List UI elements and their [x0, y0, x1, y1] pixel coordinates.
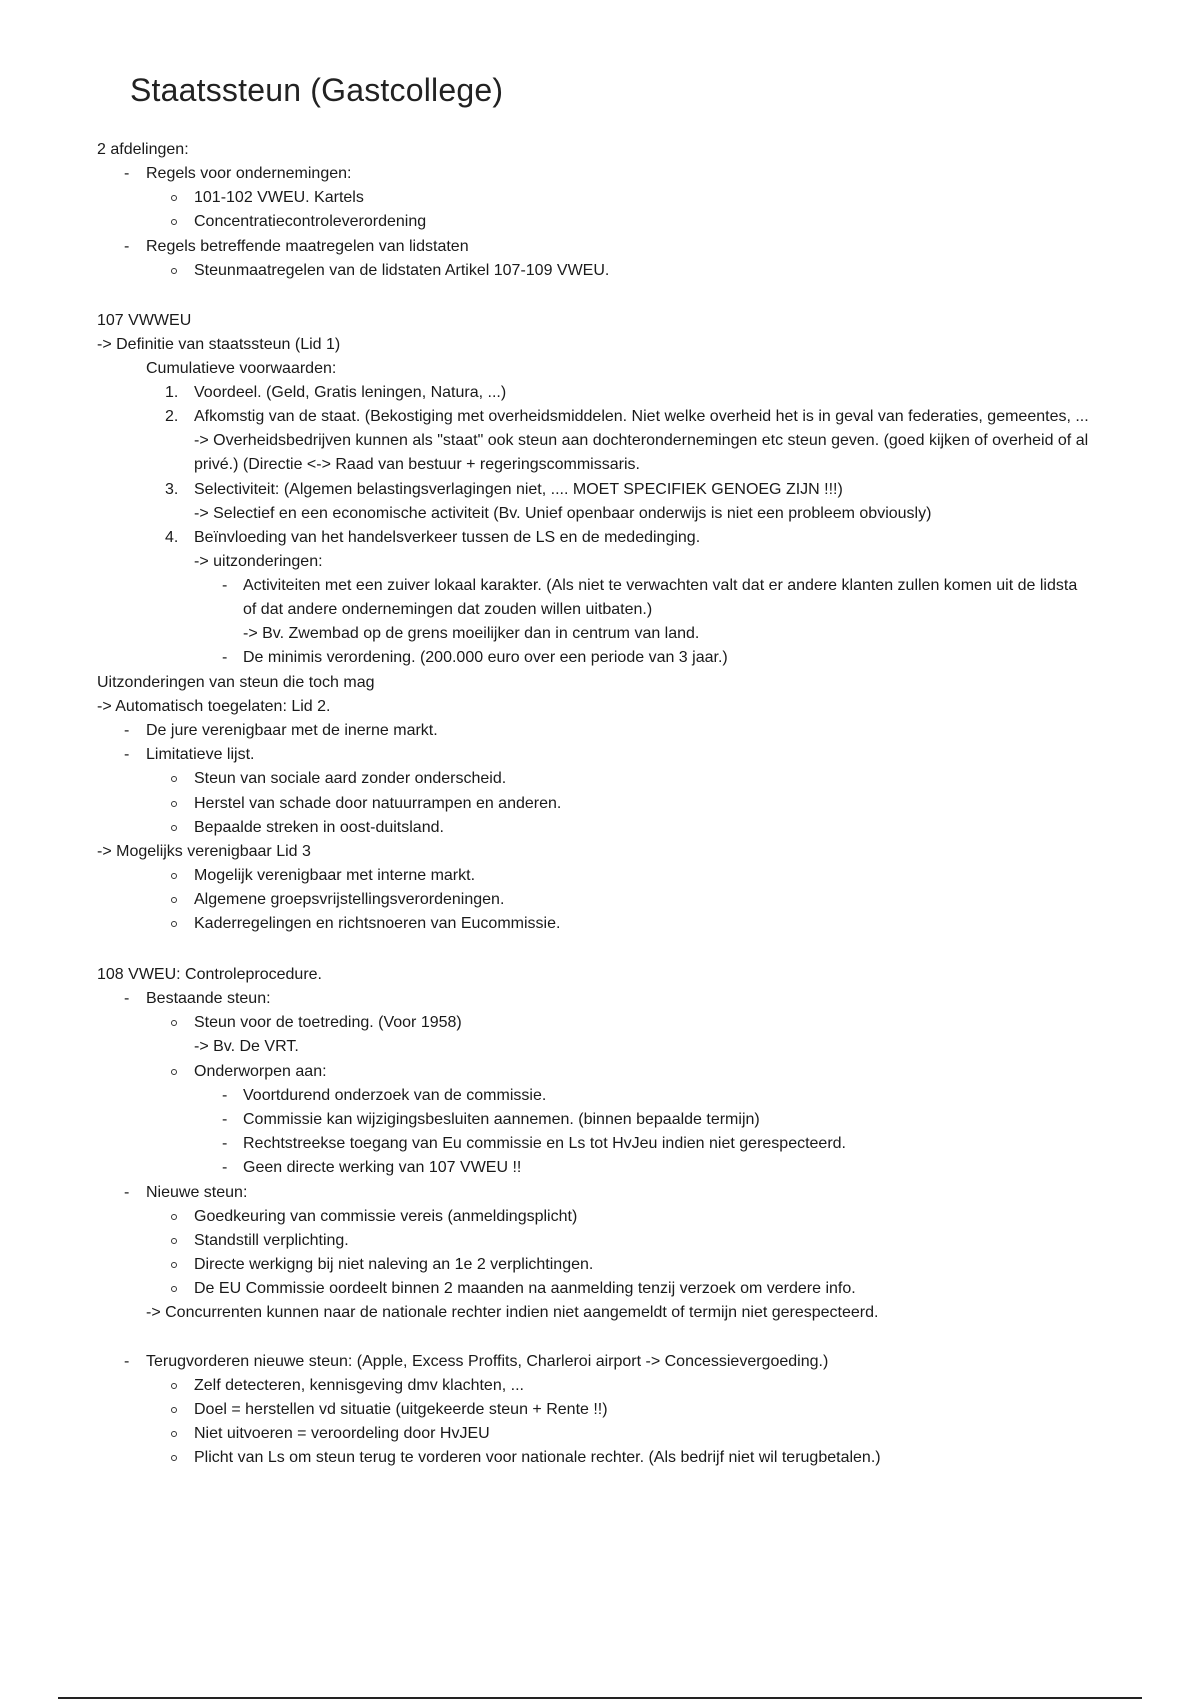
text-line: Goedkeuring van commissie vereis (anmeldingsplicht) [194, 1208, 578, 1225]
text-line: -> Definitie van staatssteun (Lid 1) [97, 336, 341, 353]
dash-bullet: - [222, 577, 228, 594]
dash-bullet: - [124, 238, 130, 255]
text-line: 101-102 VWEU. Kartels [194, 189, 364, 206]
text-line: Bepaalde streken in oost-duitsland. [194, 819, 444, 836]
dash-bullet: - [124, 746, 130, 763]
text-line: De jure verenigbaar met de inerne markt. [146, 722, 438, 739]
text-line: -> Bv. De VRT. [194, 1038, 299, 1055]
dash-bullet: - [222, 1111, 228, 1128]
text-line: Directe werkigng bij niet naleving an 1e 2 verplichtingen. [194, 1256, 594, 1273]
circle-bullet-icon [171, 1069, 177, 1075]
text-line: Steun voor de toetreding. (Voor 1958) [194, 1014, 462, 1031]
number-marker: 3. [165, 481, 179, 498]
text-line: Uitzonderingen van steun die toch mag [97, 674, 375, 691]
circle-bullet-icon [171, 1262, 177, 1268]
circle-bullet-icon [171, 219, 177, 225]
text-line: of dat andere ondernemingen dat zouden willen uitbaten.) [243, 601, 653, 618]
text-line: Steun van sociale aard zonder onderscheid. [194, 770, 507, 787]
circle-bullet-icon [171, 897, 177, 903]
text-line: Beïnvloeding van het handelsverkeer tussen de LS en de mededinging. [194, 529, 701, 546]
dash-bullet: - [124, 722, 130, 739]
text-line: Steunmaatregelen van de lidstaten Artikel 107-109 VWEU. [194, 262, 610, 279]
footer-divider [58, 1697, 1142, 1699]
text-line: 2 afdelingen: [97, 141, 189, 158]
circle-bullet-icon [171, 776, 177, 782]
text-line: -> uitzonderingen: [194, 553, 323, 570]
text-line: Commissie kan wijzigingsbesluiten aannemen. (binnen bepaalde termijn) [243, 1111, 760, 1128]
circle-bullet-icon [171, 1455, 177, 1461]
circle-bullet-icon [171, 1407, 177, 1413]
text-line: Onderworpen aan: [194, 1063, 327, 1080]
circle-bullet-icon [171, 1214, 177, 1220]
dash-bullet: - [124, 1353, 130, 1370]
text-line: Regels voor ondernemingen: [146, 165, 352, 182]
number-marker: 4. [165, 529, 179, 546]
number-marker: 2. [165, 408, 179, 425]
dash-bullet: - [124, 165, 130, 182]
section-heading: 108 VWEU: Controleprocedure. [97, 966, 322, 983]
dash-bullet: - [222, 1087, 228, 1104]
circle-bullet-icon [171, 873, 177, 879]
text-line: Standstill verplichting. [194, 1232, 349, 1249]
text-line: Cumulatieve voorwaarden: [146, 360, 337, 377]
text-line: -> Mogelijks verenigbaar Lid 3 [97, 843, 311, 860]
circle-bullet-icon [171, 921, 177, 927]
circle-bullet-icon [171, 1020, 177, 1026]
number-marker: 1. [165, 384, 179, 401]
text-line: -> Bv. Zwembad op de grens moeilijker dan in centrum van land. [243, 625, 700, 642]
circle-bullet-icon [171, 268, 177, 274]
text-line: Algemene groepsvrijstellingsverordeningen. [194, 891, 505, 908]
dash-bullet: - [222, 1135, 228, 1152]
circle-bullet-icon [171, 801, 177, 807]
text-line: Plicht van Ls om steun terug te vorderen voor nationale rechter. (Als bedrijf niet wil terugbetalen.) [194, 1449, 881, 1466]
section-heading: 107 VWWEU [97, 312, 192, 329]
text-line: Herstel van schade door natuurrampen en anderen. [194, 795, 562, 812]
text-line: Nieuwe steun: [146, 1184, 248, 1201]
circle-bullet-icon [171, 825, 177, 831]
text-line: -> Automatisch toegelaten: Lid 2. [97, 698, 331, 715]
text-line: Afkomstig van de staat. (Bekostiging met overheidsmiddelen. Niet welke overheid het is in geval van federaties, gemeentes, ... [194, 408, 1089, 425]
text-line: -> Selectief en een economische activiteit (Bv. Unief openbaar onderwijs is niet een probleem obviously) [194, 505, 932, 522]
dash-bullet: - [222, 649, 228, 666]
text-line: Selectiviteit: (Algemen belastingsverlagingen niet, .... MOET SPECIFIEK GENOEG ZIJN !!!) [194, 481, 843, 498]
page-title: Staatssteun (Gastcollege) [130, 72, 504, 108]
text-line: De minimis verordening. (200.000 euro over een periode van 3 jaar.) [243, 649, 728, 666]
text-line: -> Overheidsbedrijven kunnen als "staat" ook steun aan dochterondernemingen etc steun geven. (goed kijken of overheid of al [194, 432, 1089, 449]
text-line: Activiteiten met een zuiver lokaal karakter. (Als niet te verwachten valt dat er andere klanten zullen komen uit de lidsta [243, 577, 1078, 594]
text-line: Concentratiecontroleverordening [194, 213, 427, 230]
text-line: Zelf detecteren, kennisgeving dmv klachten, ... [194, 1377, 524, 1394]
circle-bullet-icon [171, 195, 177, 201]
text-line: Voortdurend onderzoek van de commissie. [243, 1087, 547, 1104]
text-line: Kaderregelingen en richtsnoeren van Eucommissie. [194, 915, 561, 932]
text-line: Mogelijk verenigbaar met interne markt. [194, 867, 476, 884]
text-line: Bestaande steun: [146, 990, 271, 1007]
text-line: Limitatieve lijst. [146, 746, 255, 763]
text-line: Voordeel. (Geld, Gratis leningen, Natura, ...) [194, 384, 507, 401]
dash-bullet: - [124, 1184, 130, 1201]
text-line: Terugvorderen nieuwe steun: (Apple, Excess Proffits, Charleroi airport -> Concessievergoeding.) [146, 1353, 829, 1370]
circle-bullet-icon [171, 1238, 177, 1244]
text-line: Regels betreffende maatregelen van lidstaten [146, 238, 469, 255]
circle-bullet-icon [171, 1431, 177, 1437]
text-line: privé.) (Directie <-> Raad van bestuur + regeringscommissaris. [194, 456, 640, 473]
circle-bullet-icon [171, 1383, 177, 1389]
text-line: -> Concurrenten kunnen naar de nationale rechter indien niet aangemeldt of termijn niet gerespecteerd. [146, 1304, 879, 1321]
text-line: Rechtstreekse toegang van Eu commissie en Ls tot HvJeu indien niet gerespecteerd. [243, 1135, 846, 1152]
circle-bullet-icon [171, 1286, 177, 1292]
text-line: De EU Commissie oordeelt binnen 2 maanden na aanmelding tenzij verzoek om verdere info. [194, 1280, 856, 1297]
dash-bullet: - [124, 990, 130, 1007]
text-line: Geen directe werking van 107 VWEU !! [243, 1159, 522, 1176]
text-line: Niet uitvoeren = veroordeling door HvJEU [194, 1425, 490, 1442]
text-line: Doel = herstellen vd situatie (uitgekeerde steun + Rente !!) [194, 1401, 608, 1418]
dash-bullet: - [222, 1159, 228, 1176]
